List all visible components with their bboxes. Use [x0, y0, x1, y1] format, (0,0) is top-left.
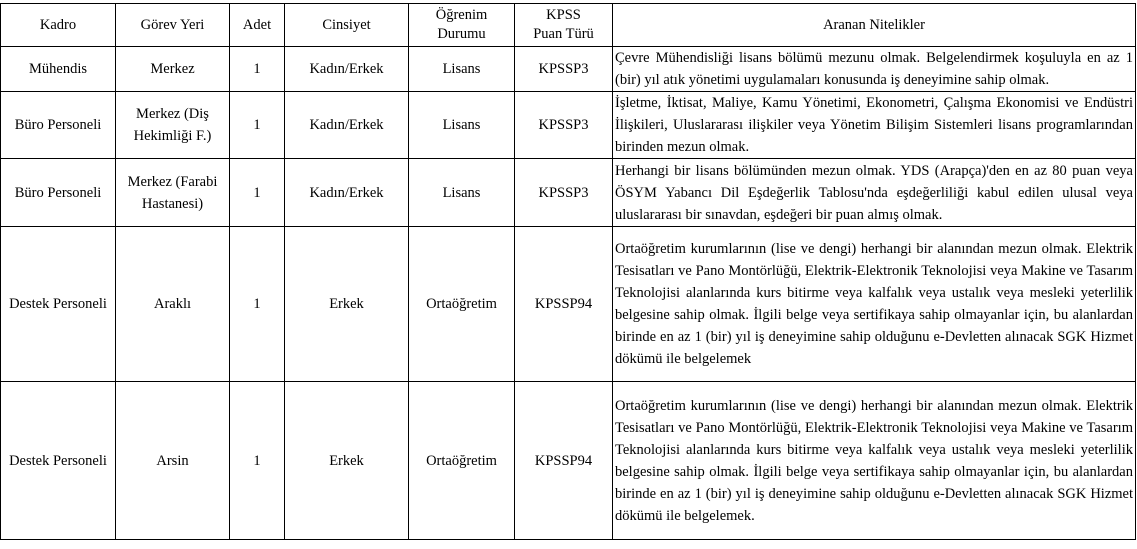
cell-cinsiyet: Kadın/Erkek	[285, 47, 409, 92]
header-row	[1, 4, 1136, 47]
cell-gorev-yeri: Araklı	[116, 227, 230, 382]
cell-cinsiyet: Kadın/Erkek	[285, 92, 409, 159]
cell-kpss: KPSSP3	[515, 47, 613, 92]
cell-kadro: Destek Personeli	[1, 382, 116, 540]
cell-nitelikler: İşletme, İktisat, Maliye, Kamu Yönetimi, Ekonometri, Çalışma Ekonomisi ve Endüstri İlişkileri, Uluslararası ilişkiler veya Yönetim Bilişim Sistemleri lisans programlarından birinden mezun olmak.	[613, 92, 1136, 159]
header-kadro: Kadro	[1, 4, 116, 47]
table-row	[1, 159, 1136, 227]
cell-ogrenim: Lisans	[409, 47, 515, 92]
header-kpss-puan-turu	[515, 4, 613, 47]
cell-nitelikler: Herhangi bir lisans bölümünden mezun olmak. YDS (Arapça)'den en az 80 puan veya ÖSYM Yabancı Dil Eşdeğerlik Tablosu'nda eşdeğerliliği kabul edilen ulusal veya uluslararası bir sınavdan, eşdeğeri bir puan almış olmak.	[613, 159, 1136, 227]
cell-kpss: KPSSP94	[515, 382, 613, 540]
table-row	[1, 227, 1136, 382]
kadro-table	[0, 3, 1136, 540]
header-ogrenim-line1: Öğrenim	[435, 7, 488, 23]
table-row	[1, 92, 1136, 159]
cell-gorev-yeri: Merkez (Diş Hekimliği F.)	[116, 92, 230, 159]
table-row	[1, 382, 1136, 540]
header-kpss-line2: Puan Türü	[533, 26, 594, 42]
cell-adet: 1	[230, 92, 285, 159]
header-aranan-nitelikler: Aranan Nitelikler	[613, 4, 1136, 47]
header-kpss-line1: KPSS	[546, 7, 581, 23]
cell-kadro: Destek Personeli	[1, 227, 116, 382]
cell-kpss: KPSSP3	[515, 159, 613, 227]
cell-kadro: Mühendis	[1, 47, 116, 92]
cell-ogrenim: Lisans	[409, 159, 515, 227]
cell-adet: 1	[230, 47, 285, 92]
cell-kpss: KPSSP3	[515, 92, 613, 159]
cell-nitelikler: Ortaöğretim kurumlarının (lise ve dengi) herhangi bir alanından mezun olmak. Elektrik Tesisatları ve Pano Montörlüğü, Elektrik-Elektronik Teknolojisi veya Makine ve Tasarım Teknolojisi alanlarında kurs bitirme veya kalfalık veya ustalık veya mesleki yeterlilik belgesine sahip olmak. İlgili belge veya sertifikaya sahip olmayanlar için, bu alanlardan birinde en az 1 (bir) yıl iş deneyimine sahip olduğunu e-Devletten alınacak SGK Hizmet dökümü ile belgelemek	[613, 227, 1136, 382]
cell-nitelikler: Ortaöğretim kurumlarının (lise ve dengi) herhangi bir alanından mezun olmak. Elektrik Tesisatları ve Pano Montörlüğü, Elektrik-Elektronik Teknolojisi veya Makine ve Tasarım Teknolojisi alanlarında kurs bitirme veya kalfalık veya ustalık veya mesleki yeterlilik belgesine sahip olmak. İlgili belge veya sertifikaya sahip olmayanlar için, bu alanlardan birinde en az 1 (bir) yıl iş deneyimine sahip olduğunu e-Devletten alınacak SGK Hizmet dökümü ile belgelemek.	[613, 382, 1136, 540]
cell-ogrenim: Ortaöğretim	[409, 227, 515, 382]
cell-gorev-yeri: Merkez	[116, 47, 230, 92]
cell-ogrenim: Ortaöğretim	[409, 382, 515, 540]
cell-gorev-yeri: Arsin	[116, 382, 230, 540]
cell-adet: 1	[230, 227, 285, 382]
cell-cinsiyet: Kadın/Erkek	[285, 159, 409, 227]
table-row	[1, 47, 1136, 92]
cell-kadro: Büro Personeli	[1, 159, 116, 227]
header-ogrenim-line2: Durumu	[437, 26, 486, 42]
cell-cinsiyet: Erkek	[285, 227, 409, 382]
cell-cinsiyet: Erkek	[285, 382, 409, 540]
cell-nitelikler: Çevre Mühendisliği lisans bölümü mezunu olmak. Belgelendirmek koşuluyla en az 1 (bir) yıl atık yönetimi uygulamaları konusunda iş deneyimine sahip olmak.	[613, 47, 1136, 92]
header-cinsiyet: Cinsiyet	[285, 4, 409, 47]
cell-adet: 1	[230, 382, 285, 540]
cell-kpss: KPSSP94	[515, 227, 613, 382]
header-ogrenim-durumu	[409, 4, 515, 47]
header-gorev-yeri: Görev Yeri	[116, 4, 230, 47]
cell-adet: 1	[230, 159, 285, 227]
cell-gorev-yeri: Merkez (Farabi Hastanesi)	[116, 159, 230, 227]
cell-ogrenim: Lisans	[409, 92, 515, 159]
header-adet: Adet	[230, 4, 285, 47]
cell-kadro: Büro Personeli	[1, 92, 116, 159]
